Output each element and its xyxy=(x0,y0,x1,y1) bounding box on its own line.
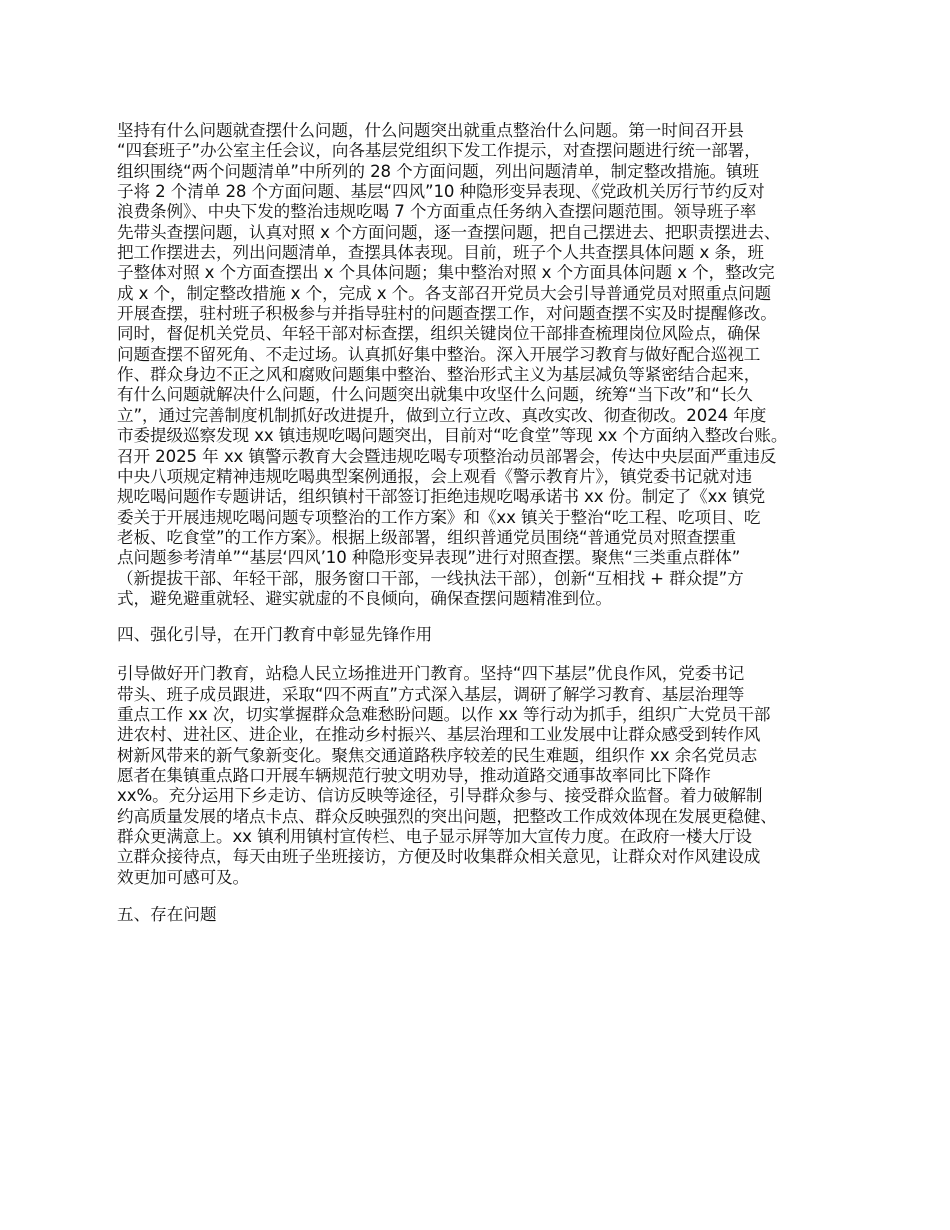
text-line: 先带头查摆问题，认真对照 x 个方面问题，逐一查摆问题，把自己摆进去、把职责摆进去、 xyxy=(117,222,781,242)
section-heading-4: 四、强化引导，在开门教育中彰显先锋作用 xyxy=(117,625,433,645)
text-line: “四套班子”办公室主任会议，向各基层党组织下发工作提示，对查摆问题进行统一部署， xyxy=(117,141,761,161)
text-line: 组织围绕“两个问题清单”中所列的 28 个方面问题，列出问题清单，制定整改措施。镇班 xyxy=(117,161,760,181)
text-line: 有什么问题就解决什么问题，什么问题突出就集中攻坚什么问题，统筹“当下改”和“长久 xyxy=(117,385,753,405)
text-line: 问题查摆不留死角、不走过场。认真抓好集中整治。深入开展学习教育与做好配合巡视工 xyxy=(117,344,761,364)
text-line: 约高质量发展的堵点卡点、群众反映强烈的突出问题，把整改工作成效体现在发展更稳健、 xyxy=(117,806,777,826)
text-line: 召开 2025 年 xx 镇警示教育大会暨违规吃喝专项整治动员部署会，传达中央层面严重违反 xyxy=(117,446,777,466)
section-heading-5: 五、存在问题 xyxy=(117,905,217,925)
text-line: 点问题参考清单”“基层‘四风’10 种隐形变异表现”进行对照查摆。聚焦“三类重点群体” xyxy=(117,548,741,568)
text-line: 立群众接待点，每天由班子坐班接访，方便及时收集群众相关意见，让群众对作风建设成 xyxy=(117,847,761,867)
paragraph-open-door-education xyxy=(117,664,857,888)
text-line: （新提拔干部、年轻干部，服务窗口干部，一线执法干部），创新“互相找 + 群众提”方 xyxy=(117,568,744,588)
text-line: 开展查摆，驻村班子积极参与并指导驻村的问题查摆工作，对问题查摆不实及时提醒修改。 xyxy=(117,304,777,324)
text-line: 效更加可感可及。 xyxy=(117,867,249,887)
text-line: 作、群众身边不正之风和腐败问题集中整治、整治形式主义为基层减负等紧密结合起来， xyxy=(117,365,761,385)
text-line: xx%。充分运用下乡走访、信访反映等途径，引导群众参与、接受群众监督。着力破解制 xyxy=(117,786,763,806)
text-line: 重点工作 xx 次，切实掌握群众急难愁盼问题。以作 xx 等行动为抓手，组织广大党员干部 xyxy=(117,704,771,724)
text-line: 成 x 个，制定整改措施 x 个，完成 x 个。各支部召开党员大会引导普通党员对照重点问题 xyxy=(117,283,771,303)
text-line: 带头、班子成员跟进，采取“四不两直”方式深入基层，调研了解学习教育、基层治理等 xyxy=(117,684,745,704)
text-line: 愿者在集镇重点路口开展车辆规范行驶文明劝导，推动道路交通事故率同比下降作 xyxy=(117,765,711,785)
text-line: 式，避免避重就轻、避实就虚的不良倾向，确保查摆问题精准到位。 xyxy=(117,588,612,608)
paragraph-rectification xyxy=(117,121,857,609)
text-line: 子将 2 个清单 28 个方面问题、基层“四风”10 种隐形变异表现、《党政机关厉行节约反对 xyxy=(117,182,765,202)
text-line: 把工作摆进去，列出问题清单，查摆具体表现。目前，班子个人共查摆具体问题 x 条，班 xyxy=(117,243,764,263)
text-line: 树新风带来的新气象新变化。聚焦交通道路秩序较差的民生难题，组织作 xx 余名党员志 xyxy=(117,745,758,765)
document-page xyxy=(117,121,857,925)
text-line: 子整体对照 x 个方面查摆出 x 个具体问题；集中整治对照 x 个方面具体问题 x 个，整改完 xyxy=(117,263,775,283)
text-line: 坚持有什么问题就查摆什么问题，什么问题突出就重点整治什么问题。第一时间召开县 xyxy=(117,121,744,140)
text-line: 委关于开展违规吃喝问题专项整治的工作方案》和《xx 镇关于整治“吃工程、吃项目、吃 xyxy=(117,507,761,527)
text-line: 同时，督促机关党员、年轻干部对标查摆，组织关键岗位干部排查梳理岗位风险点，确保 xyxy=(117,324,761,344)
text-line: 立”，通过完善制度机制抓好改进提升，做到立行立改、真改实改、彻查彻改。2024 年度 xyxy=(117,405,767,425)
text-line: 群众更满意上。xx 镇利用镇村宣传栏、电子显示屏等加大宣传力度。在政府一楼大厅设 xyxy=(117,827,752,846)
text-line: 市委提级巡察发现 xx 镇违规吃喝问题突出，目前对“吃食堂”等现 xx 个方面纳入整改台账。 xyxy=(117,426,788,446)
text-line: 进农村、进社区、进企业，在推动乡村振兴、基层治理和工业发展中让群众感受到转作风 xyxy=(117,725,761,745)
text-line: 中央八项规定精神违规吃喝典型案例通报，会上观看《警示教育片》，镇党委书记就对违 xyxy=(117,466,752,486)
text-line: 老板、吃食堂”的工作方案》。根据上级部署，组织普通党员围绕“普通党员对照查摆重 xyxy=(117,527,736,547)
text-line: 浪费条例》、中央下发的整治违规吃喝 7 个方面重点任务纳入查摆问题范围。领导班子率 xyxy=(117,202,757,222)
text-line: 规吃喝问题作专题讲话，组织镇村干部签订拒绝违规吃喝承诺书 xx 份。制定了《xx 镇党 xyxy=(117,487,766,507)
text-line: 引导做好开门教育，站稳人民立场推进开门教育。坚持“四下基层”优良作风，党委书记 xyxy=(117,664,745,684)
